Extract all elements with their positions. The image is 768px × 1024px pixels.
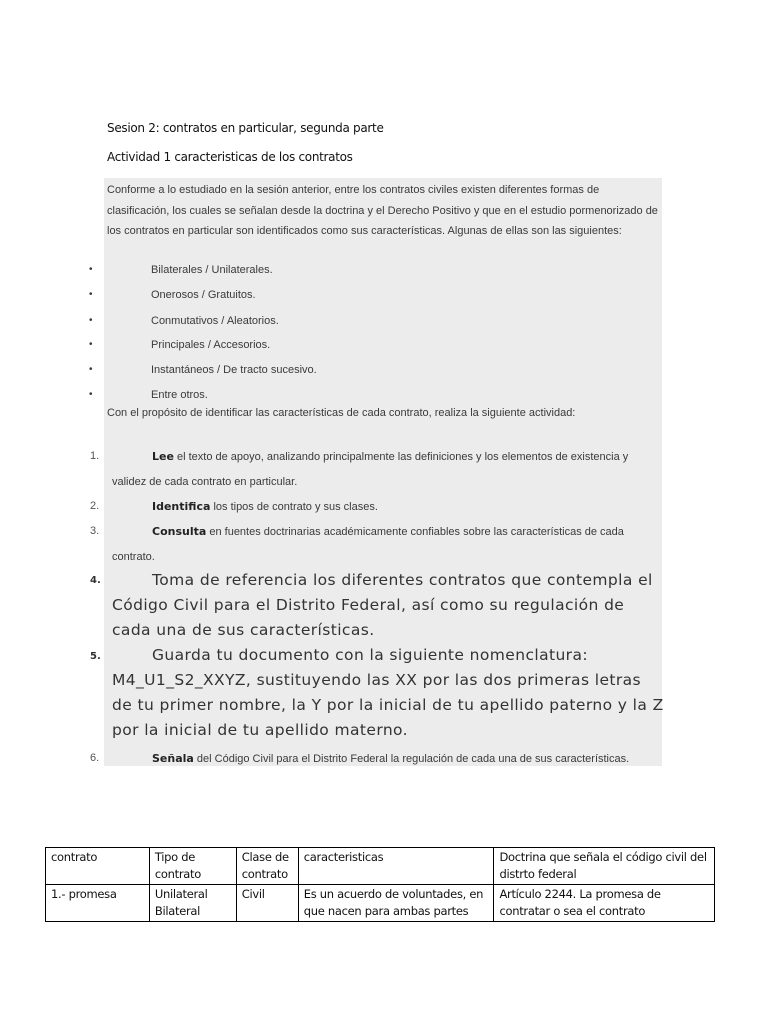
step-text: del Código Civil para el Distrito Federal la regulación de cada una de sus características. [193,753,630,765]
column-header: Tipo de contrato [149,848,236,885]
step-item [112,746,657,772]
bullet-dot: • [89,339,93,350]
list-item: Principales / Accesorios. [151,339,271,351]
bullet-dot: • [89,389,93,400]
intro-paragraph: Conforme a lo estudiado en la sesión anterior, entre los contratos civiles existen diferentes formas de clasificación, los cuales se señalan desde la doctrina y el Derecho Positivo y que en el estudio pormenorizado de los contratos en particular son identificados como sus características. Algunas de ellas son las siguientes: [107,184,658,237]
step-item [112,519,657,570]
purpose-text: Con el propósito de identificar las características de cada contrato, realiza la siguiente actividad: [107,407,576,419]
step-number: 4. [90,575,101,586]
step-item: Guarda tu documento con la siguiente nomenclatura: M4_U1_S2_XXYZ, sustituyendo las XX por las dos primeras letras de tu primer nombre, la Y por la inicial de tu apellido paterno y la Z por la inicial de tu apellido materno. [112,646,664,739]
bullet-dot: • [89,289,93,300]
step-number: 2. [90,500,100,512]
step-keyword: Señala [152,752,194,765]
step-number: 5. [90,651,101,662]
contracts-table [45,847,715,922]
step-keyword: Consulta [152,525,207,538]
step-text: el texto de apoyo, analizando principalmente las definiciones y los elementos de existencia y validez de cada contrato en particular. [112,451,629,488]
list-item: Onerosos / Gratuitos. [151,289,256,301]
step-text: en fuentes doctrinarias académicamente confiables sobre las características de cada contrato. [112,526,624,563]
step-keyword: Lee [152,450,174,463]
step-item [112,444,657,495]
table-cell: Unilateral Bilateral [149,885,236,922]
bullet-dot: • [89,264,93,275]
table-header-row [46,848,715,885]
page-title: Sesion 2: contratos en particular, segunda parte [107,121,384,135]
bullet-dot: • [89,364,93,375]
table-cell: Civil [236,885,298,922]
column-header: Clase de contrato [236,848,298,885]
list-item: Conmutativos / Aleatorios. [151,315,279,327]
table-cell: Artículo 2244. La promesa de contratar o sea el contrato [494,885,715,922]
list-item: Instantáneos / De tracto sucesivo. [151,364,317,376]
table-cell: 1.- promesa [46,885,150,922]
step-text: los tipos de contrato y sus clases. [210,501,378,513]
column-header: caracteristicas [298,848,494,885]
step-number: 1. [90,450,100,462]
step-number: 3. [90,525,100,537]
activity-title: Actividad 1 caracteristicas de los contratos [107,150,353,164]
step-keyword: Identifica [152,500,211,513]
list-item: Entre otros. [151,389,208,401]
step-item [112,494,657,520]
column-header: Doctrina que señala el código civil del distrto federal [494,848,715,885]
table-cell: Es un acuerdo de voluntades, en que nacen para ambas partes [298,885,494,922]
table-row [46,885,715,922]
list-item: Bilaterales / Unilaterales. [151,264,273,276]
step-item: Toma de referencia los diferentes contratos que contempla el Código Civil para el Distrito Federal, así como su regulación de cada una de sus características. [112,571,653,639]
bullet-dot: • [89,315,93,326]
step-number: 6. [90,752,100,764]
column-header: contrato [46,848,150,885]
